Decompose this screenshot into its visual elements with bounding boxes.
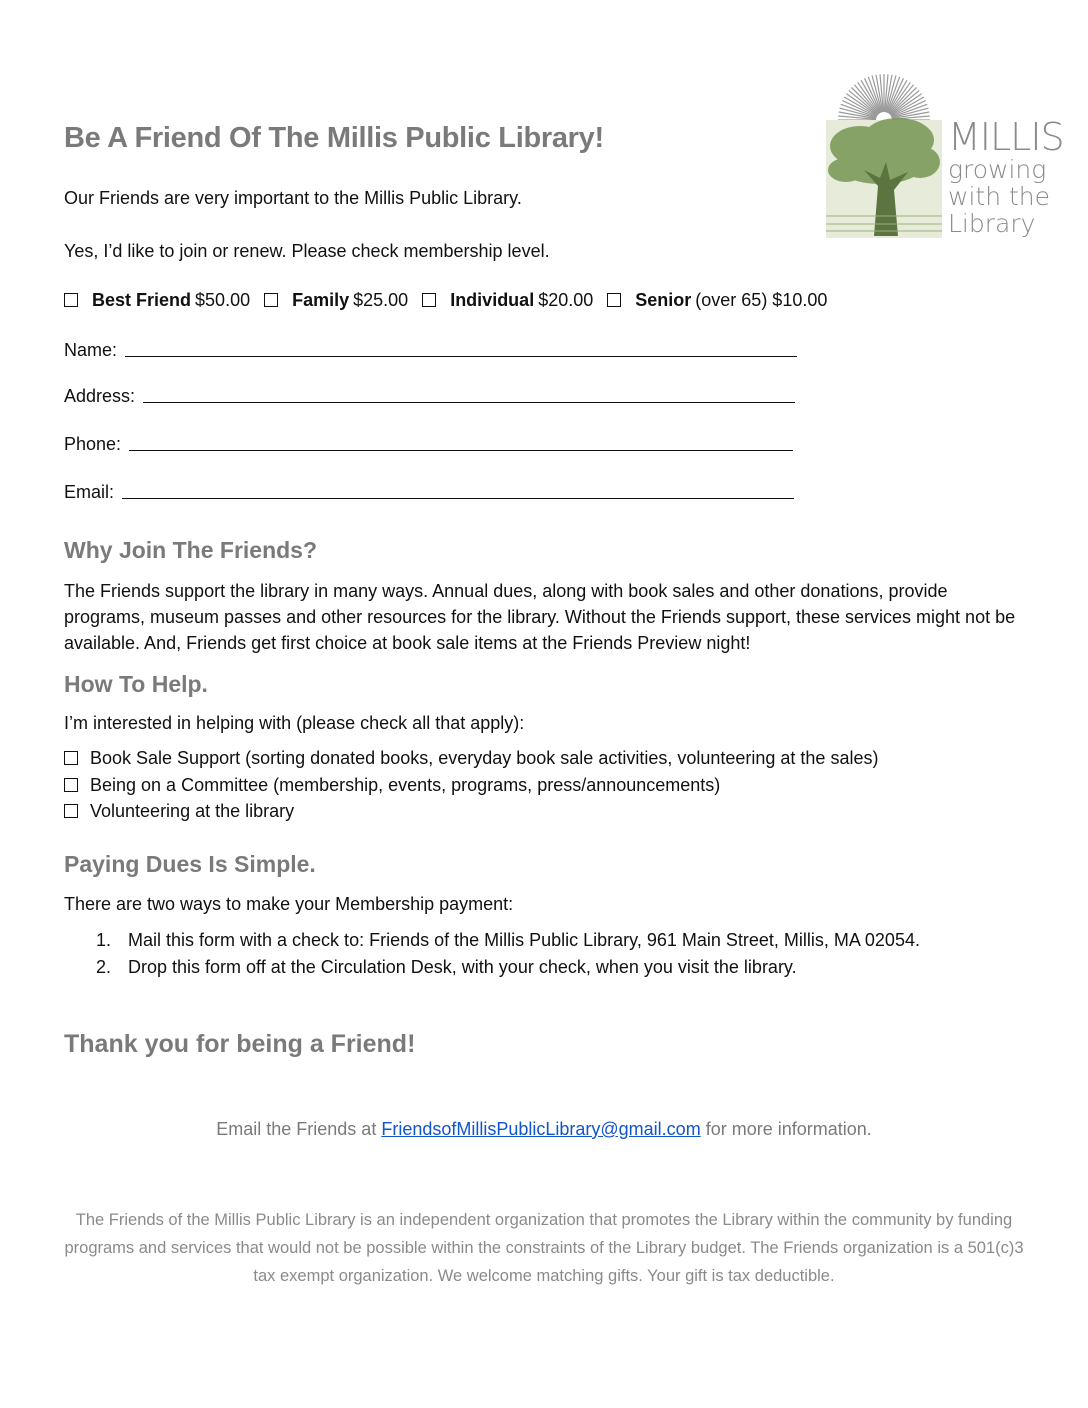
level-name: Best Friend bbox=[92, 290, 192, 310]
membership-levels bbox=[64, 290, 841, 311]
email-field[interactable] bbox=[64, 482, 794, 503]
intro-text: Our Friends are very important to the Millis Public Library. bbox=[64, 188, 522, 208]
level-price: $50.00 bbox=[195, 290, 251, 310]
level-best-friend[interactable] bbox=[64, 290, 250, 311]
level-name: Senior bbox=[635, 290, 692, 310]
email-label: Email: bbox=[64, 482, 115, 502]
address-field[interactable] bbox=[64, 386, 795, 407]
why-body: The Friends support the library in many ways. Annual dues, along with book sales and other donations, provide programs, museum passes and other resources for the library. Without the Friends support, these services might not be available. And, Friends get first choice at book sale items at the Friends Preview night! bbox=[64, 581, 1016, 653]
help-heading: How To Help. bbox=[64, 671, 208, 697]
checkbox-book-sale[interactable] bbox=[64, 751, 78, 765]
pay-prompt: There are two ways to make your Membership payment: bbox=[64, 894, 514, 914]
checkbox-senior[interactable] bbox=[607, 293, 621, 307]
sunburst-ray bbox=[890, 87, 917, 114]
level-price: $20.00 bbox=[538, 290, 594, 310]
help-item-committee[interactable] bbox=[64, 775, 720, 796]
name-field[interactable] bbox=[64, 340, 797, 361]
logo-tagline-2: with the bbox=[948, 182, 1051, 211]
checkbox-family[interactable] bbox=[264, 293, 278, 307]
checkbox-individual[interactable] bbox=[422, 293, 436, 307]
contact-email-link[interactable]: FriendsofMillisPublicLibrary@gmail.com bbox=[381, 1119, 701, 1139]
help-item-label: Being on a Committee (membership, events, programs, press/announcements) bbox=[90, 775, 721, 795]
email-input-line[interactable] bbox=[122, 497, 794, 499]
level-price: $25.00 bbox=[353, 290, 409, 310]
why-heading: Why Join The Friends? bbox=[64, 537, 318, 563]
phone-label: Phone: bbox=[64, 434, 122, 454]
name-label: Name: bbox=[64, 340, 118, 360]
pay-option-2 bbox=[96, 957, 797, 978]
pay-option-1 bbox=[96, 930, 920, 951]
help-item-label: Volunteering at the library bbox=[90, 801, 295, 821]
phone-input-line[interactable] bbox=[129, 449, 793, 451]
thank-you-heading: Thank you for being a Friend! bbox=[64, 1030, 416, 1058]
sunburst-ray bbox=[851, 87, 878, 114]
list-text: Drop this form off at the Circulation Desk, with your check, when you visit the library. bbox=[128, 957, 797, 977]
footer-disclaimer: The Friends of the Millis Public Library is an independent organization that promotes the Library within the community by funding programs and services that would not be possible within the constraints of the Library budget. The Friends organization is a 501(c)3 tax exempt organization. We welcome matching gifts. Your gift is tax deductible. bbox=[64, 1211, 1024, 1285]
list-number: 1. bbox=[96, 930, 112, 950]
logo-tagline-3: Library bbox=[948, 209, 1036, 238]
help-item-label: Book Sale Support (sorting donated books, everyday book sale activities, volunteering at the sales) bbox=[90, 748, 879, 768]
level-name: Individual bbox=[450, 290, 535, 310]
phone-field[interactable] bbox=[64, 434, 793, 455]
contact-prefix: Email the Friends at bbox=[216, 1119, 382, 1139]
address-input-line[interactable] bbox=[143, 401, 795, 403]
level-price: (over 65) $10.00 bbox=[695, 290, 828, 310]
help-item-volunteering[interactable] bbox=[64, 801, 294, 822]
level-name: Family bbox=[292, 290, 350, 310]
list-number: 2. bbox=[96, 957, 112, 977]
join-prompt: Yes, I’d like to join or renew. Please check membership level. bbox=[64, 241, 550, 261]
pay-heading: Paying Dues Is Simple. bbox=[64, 851, 316, 877]
help-item-book-sale[interactable] bbox=[64, 748, 878, 769]
contact-suffix: for more information. bbox=[700, 1119, 872, 1139]
level-individual[interactable] bbox=[422, 290, 593, 311]
logo-wordmark bbox=[948, 115, 1064, 238]
checkbox-best-friend[interactable] bbox=[64, 293, 78, 307]
logo-tagline-1: growing bbox=[948, 155, 1047, 184]
checkbox-committee[interactable] bbox=[64, 778, 78, 792]
address-label: Address: bbox=[64, 386, 136, 406]
level-senior[interactable] bbox=[607, 290, 827, 311]
contact-line bbox=[0, 1119, 1088, 1140]
help-prompt: I’m interested in helping with (please check all that apply): bbox=[64, 713, 525, 733]
checkbox-volunteering[interactable] bbox=[64, 804, 78, 818]
list-text: Mail this form with a check to: Friends of the Millis Public Library, 961 Main Street, Millis, MA 02054. bbox=[128, 930, 920, 950]
page-title: Be A Friend Of The Millis Public Library! bbox=[64, 122, 604, 154]
name-input-line[interactable] bbox=[125, 355, 797, 357]
level-family[interactable] bbox=[264, 290, 408, 311]
logo-name: MILLIS bbox=[948, 115, 1064, 159]
